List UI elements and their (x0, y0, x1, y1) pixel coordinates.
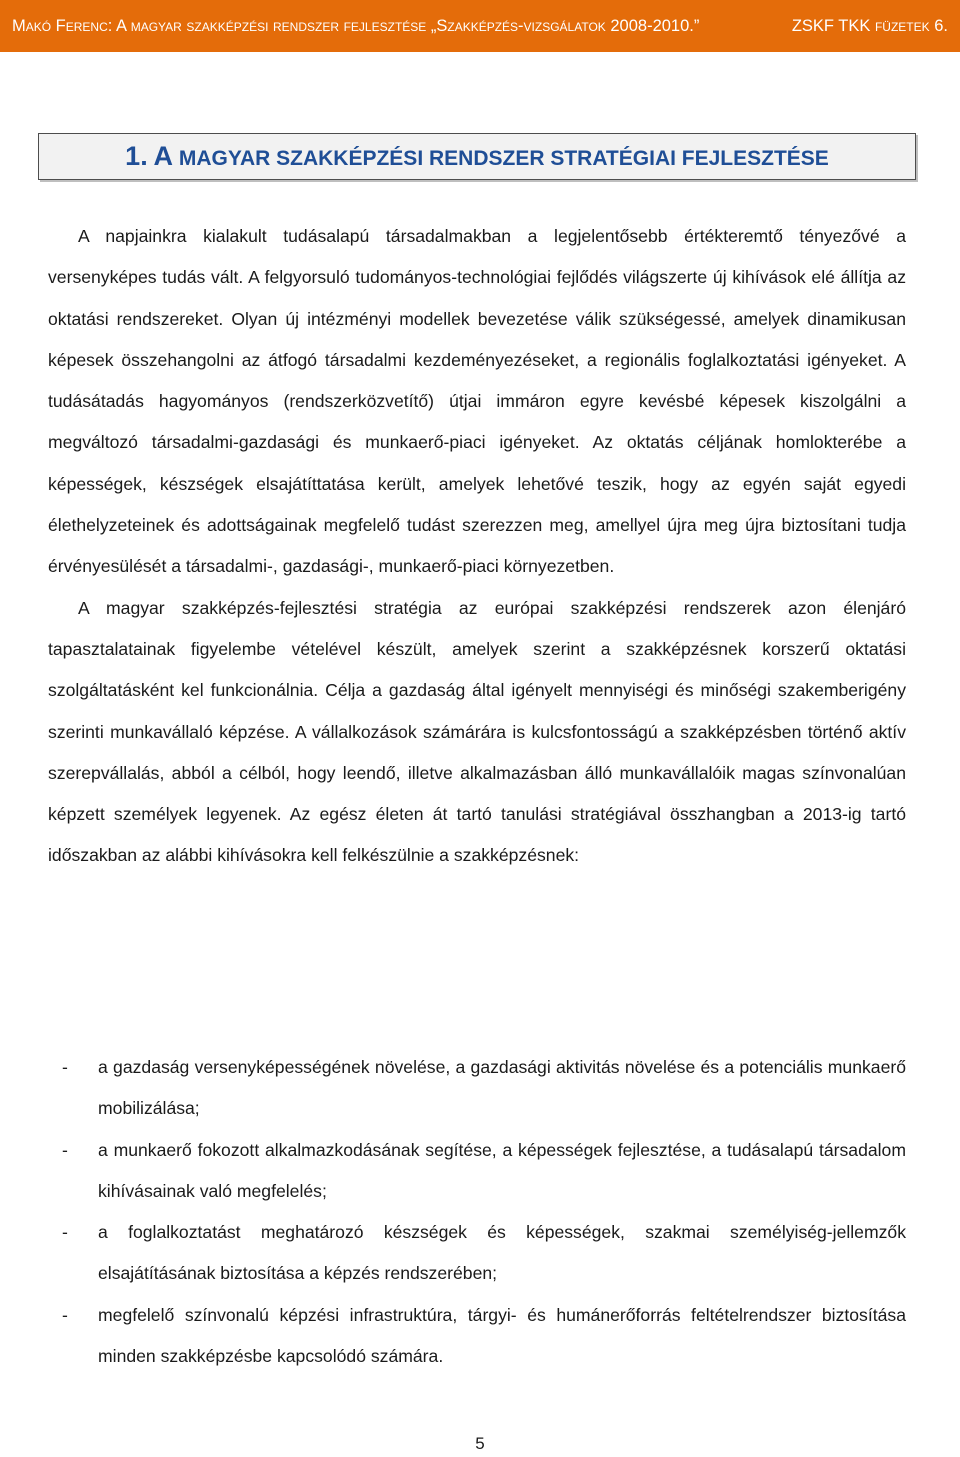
list-item (48, 1130, 906, 1213)
header-title: Makó Ferenc: A magyar szakképzési rendszer fejlesztése „Szakképzés-vizsgálatok 2008-2010.” (12, 16, 700, 35)
list-item-text: a munkaerő fokozott alkalmazkodásának segítése, a képességek fejlesztése, a tudásalapú társadalom kihívásainak való megfelelés; (98, 1139, 906, 1201)
chapter-title-text: MAGYAR SZAKKÉPZÉSI RENDSZER STRATÉGIAI FEJLESZTÉSE (178, 147, 829, 170)
list-item (48, 1047, 906, 1130)
chapter-number: 1. (125, 141, 148, 171)
list-item (48, 1295, 906, 1378)
body-text (48, 216, 906, 877)
chapter-initial: A (153, 141, 174, 171)
page-number: 5 (475, 1434, 485, 1453)
list-marker: - (62, 1222, 68, 1243)
list-item (48, 1212, 906, 1295)
list-item-text: a foglalkoztatást meghatározó készségek és képességek, szakmai személyiség-jellemzők elsajátításának biztosítása a képzés rendszerében; (98, 1222, 906, 1284)
paragraph: A napjainkra kialakult tudásalapú társadalmakban a legjelentősebb értékteremtő tényezővé a versenyképes tudás vált. A felgyorsuló tudományos-technológiai fejlődés világszerte új kihívások elé állítja az oktatási rendszereket. Olyan új intézményi modellek bevezetése válik szükségessé, amelyek dinamikusan képesek összehangolni az átfogó társadalmi kezdeményezéseket, a regionális foglalkoztatási igényeket. A tudásátadás hagyományos (rendszerközvetítő) útjai immáron egyre kevésbé képesek kiszolgálni a megváltozó társadalmi-gazdasági és munkaerő-piaci igényeket. Az oktatás céljának homlokterébe a képességek, készségek elsajátíttatása került, amelyek lehetővé teszik, hogy az egyén saját egyedi élethelyzeteinek és adottságainak megfelelő tudást szerezzen meg, amellyel újra meg újra biztosítani tudja érvényesülését a társadalmi-, gazdasági-, munkaerő-piaci környezetben. (48, 226, 906, 577)
list-marker: - (62, 1304, 68, 1325)
paragraph: A magyar szakképzés-fejlesztési stratégia az európai szakképzési rendszerek azon élenjáró tapasztalatainak figyelembe vételével készült, amelyek szerint a szakképzésnek korszerű oktatási szolgáltatásként kel funkcionálnia. Célja a gazdaság által igényelt mennyiségi és minőségi szakemberigény szerinti munkavállaló képzése. A vállalkozások számárára is kulcsfontosságú a szakképzésben történő aktív szerepvállalás, abból a célból, hogy leendő, illetve alkalmazásban álló munkavállalóik magas színvonalúan képzett személyek legyenek. Az egész életen át tartó tanulási stratégiával összhangban a 2013-ig tartó időszakban az alábbi kihívásokra kell felkészülnie a szakképzésnek: (48, 597, 906, 866)
list-marker: - (62, 1057, 68, 1077)
list-item-text: a gazdaság versenyképességének növelése, a gazdasági aktivitás növelése és a potenciális munkaerő mobilizálása; (98, 1057, 906, 1119)
header-series: ZSKF TKK füzetek 6. (791, 16, 948, 35)
list-item-text: megfelelő színvonalú képzési infrastruktúra, tárgyi- és humánerőforrás feltételrendszer biztosítása minden szakképzésbe kapcsolódó számára. (98, 1304, 906, 1367)
chapter-heading-box (38, 133, 916, 180)
chapter-title (125, 141, 829, 172)
list-marker: - (62, 1139, 68, 1160)
running-header (0, 0, 960, 52)
challenges-list (48, 1047, 906, 1377)
